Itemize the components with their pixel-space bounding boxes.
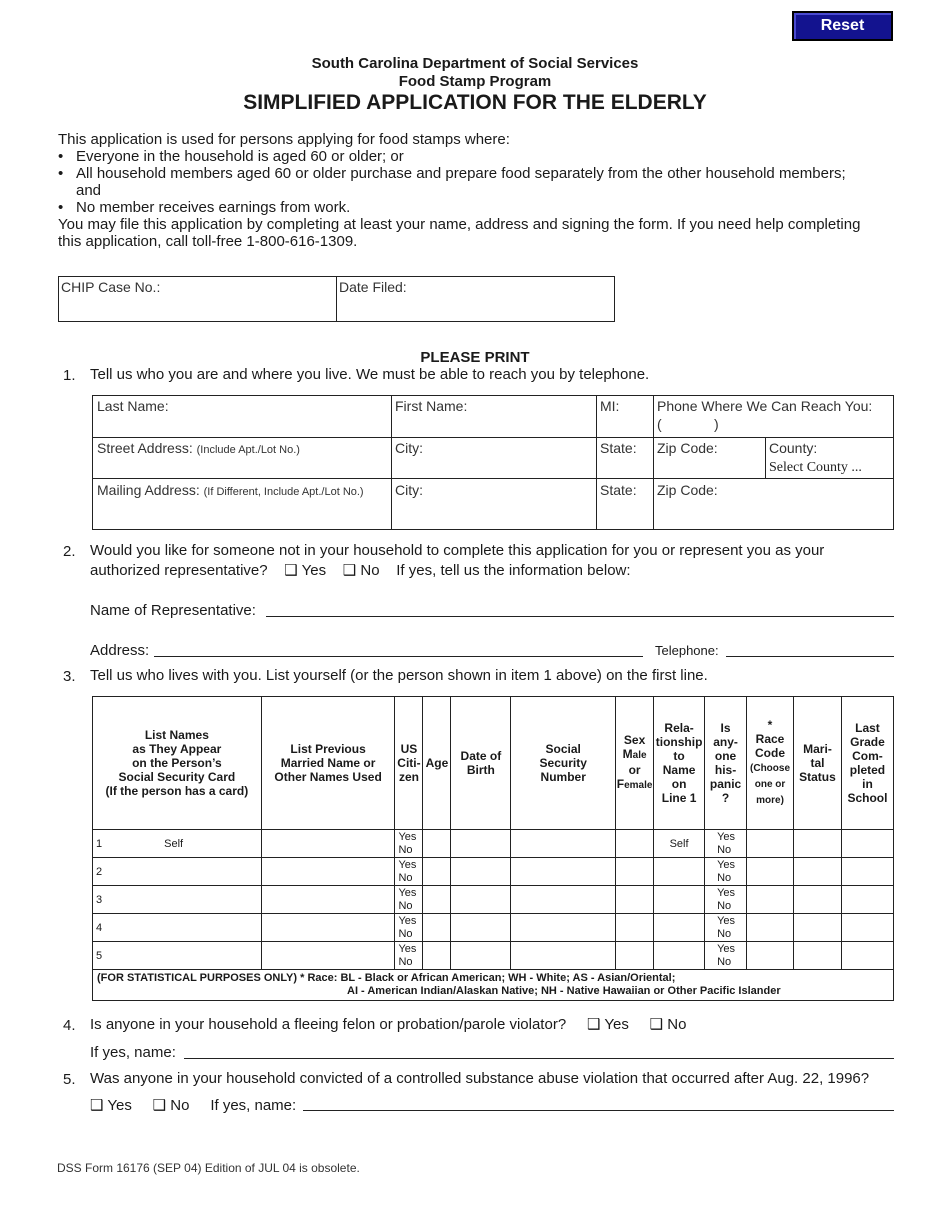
q5-number: 5. [63, 1071, 76, 1088]
first-name-label: First Name: [395, 398, 468, 414]
row-marital-cell[interactable] [794, 886, 842, 914]
col-relationship: Rela- tionship to Name on Line 1 [654, 697, 705, 830]
row-ssn-cell[interactable] [511, 942, 616, 970]
county-label: County: [769, 440, 818, 456]
row-citizen-cell[interactable]: Yes No [395, 914, 423, 942]
row-dob-cell[interactable] [451, 830, 511, 858]
q4-if-yes-label: If yes, name: [90, 1044, 176, 1061]
q5-text: Was anyone in your household convicted of a controlled substance abuse violation that occurred after Aug. 22, 1996? [90, 1070, 870, 1087]
row-race-cell[interactable] [747, 830, 794, 858]
row-name-cell[interactable]: 4 [93, 914, 262, 942]
state-label: State: [600, 440, 637, 456]
row-sex-cell[interactable] [616, 886, 654, 914]
q5-no-checkbox[interactable]: ❑ No [152, 1097, 190, 1114]
table-footnote: (FOR STATISTICAL PURPOSES ONLY) * Race: BL - Black or African American; WH - White; AS - Asian/Oriental; AI - American Indian/Alaskan Native; NH - Native Hawaiian or Other Pacific Islander [93, 970, 894, 1001]
reset-button[interactable]: Reset [792, 11, 893, 41]
table-row [93, 914, 894, 942]
row-rel-cell[interactable]: Self [654, 830, 705, 858]
zip-label-2: Zip Code: [657, 482, 718, 498]
form-title: SIMPLIFIED APPLICATION FOR THE ELDERLY [243, 91, 707, 114]
row-ssn-cell[interactable] [511, 914, 616, 942]
last-name-label: Last Name: [97, 398, 169, 414]
row-name-cell[interactable]: 1 Self [93, 830, 262, 858]
county-select[interactable]: Select County ... [769, 460, 862, 475]
phone-area-open: ( [657, 416, 662, 432]
program-name: Food Stamp Program [398, 73, 552, 90]
q4-text: Is anyone in your household a fleeing felon or probation/parole violator? ❑ Yes ❑ No [90, 1016, 687, 1033]
row-prev-cell[interactable] [261, 830, 395, 858]
col-names: List Names as They Appear on the Person’s Social Security Card (If the person has a card) [93, 697, 262, 830]
table-row [93, 886, 894, 914]
row-citizen-cell[interactable]: Yes No [395, 886, 423, 914]
date-filed-label: Date Filed: [339, 279, 407, 295]
row-dob-cell[interactable] [451, 886, 511, 914]
rep-address-input[interactable] [154, 656, 643, 657]
date-filed-input[interactable] [339, 296, 611, 320]
row-marital-cell[interactable] [794, 830, 842, 858]
col-citizen: US Citi- zen [395, 697, 423, 830]
q4-no-checkbox[interactable]: ❑ No [649, 1016, 687, 1033]
row-name-cell[interactable]: 3 [93, 886, 262, 914]
q4-name-input[interactable] [184, 1058, 894, 1059]
col-grade: Last Grade Com- pleted in School [841, 697, 893, 830]
q5-name-input[interactable] [303, 1110, 894, 1111]
phone-area-close: ) [714, 416, 719, 432]
intro-lead: This application is used for persons applying for food stamps where: [58, 131, 510, 148]
row-prev-cell[interactable] [261, 886, 395, 914]
row-sex-cell[interactable] [616, 830, 654, 858]
rep-address-label: Address: [90, 642, 150, 659]
rep-telephone-input[interactable] [726, 656, 894, 657]
row-grade-cell[interactable] [841, 942, 893, 970]
col-race: * Race Code (Choose one or more) [747, 697, 794, 830]
table-footnote-row [93, 970, 894, 1001]
col-previous-names: List Previous Married Name or Other Names Used [261, 697, 395, 830]
chip-case-label: CHIP Case No.: [61, 279, 161, 295]
row-prev-cell[interactable] [261, 858, 395, 886]
row-hispanic-cell[interactable]: Yes No [705, 942, 747, 970]
row-age-cell[interactable] [423, 830, 451, 858]
col-sex: Sex Male or Female [616, 697, 654, 830]
row-rel-cell[interactable] [654, 914, 705, 942]
row-citizen-cell[interactable]: Yes No [395, 942, 423, 970]
row-marital-cell[interactable] [794, 942, 842, 970]
agency-name: South Carolina Department of Social Services [311, 55, 639, 72]
row-ssn-cell[interactable] [511, 858, 616, 886]
col-age: Age [423, 697, 451, 830]
row-race-cell[interactable] [747, 858, 794, 886]
row-race-cell[interactable] [747, 886, 794, 914]
row-dob-cell[interactable] [451, 942, 511, 970]
row-race-cell[interactable] [747, 942, 794, 970]
mailing-label: Mailing Address: (If Different, Include Apt./Lot No.) [97, 482, 364, 498]
please-print: PLEASE PRINT [420, 349, 530, 366]
row-hispanic-cell[interactable]: Yes No [705, 886, 747, 914]
street-label: Street Address: (Include Apt./Lot No.) [97, 440, 300, 456]
row-grade-cell[interactable] [841, 914, 893, 942]
row-marital-cell[interactable] [794, 858, 842, 886]
intro-closing: this application, call toll-free 1-800-616-1309. [58, 233, 358, 250]
row-age-cell[interactable] [423, 914, 451, 942]
q1-text: Tell us who you are and where you live. We must be able to reach you by telephone. [90, 366, 650, 383]
table-row [93, 830, 894, 858]
rep-telephone-label: Telephone: [655, 643, 719, 658]
household-table [92, 696, 894, 1001]
row-race-cell[interactable] [747, 914, 794, 942]
row-sex-cell[interactable] [616, 858, 654, 886]
q5-yes-checkbox[interactable]: ❑ Yes [90, 1097, 132, 1114]
col-ssn: Social Security Number [511, 697, 616, 830]
intro-closing: You may file this application by completing at least your name, address and signing the form. If you need help completing [58, 216, 861, 233]
row-hispanic-cell[interactable]: Yes No [705, 914, 747, 942]
rep-name-label: Name of Representative: [90, 602, 256, 619]
row-grade-cell[interactable] [841, 886, 893, 914]
form-footer: DSS Form 16176 (SEP 04) Edition of JUL 04 is obsolete. [57, 1161, 360, 1175]
chip-case-input[interactable] [60, 296, 332, 320]
mi-label: MI: [600, 398, 620, 414]
row-rel-cell[interactable] [654, 886, 705, 914]
row-hispanic-cell[interactable]: Yes No [705, 858, 747, 886]
row-marital-cell[interactable] [794, 914, 842, 942]
rep-name-input[interactable] [266, 616, 894, 617]
row-name-cell[interactable]: 2 [93, 858, 262, 886]
q5-options: ❑ Yes ❑ No If yes, name: [90, 1097, 297, 1114]
q2-yes-checkbox[interactable]: ❑ Yes [284, 562, 327, 579]
state-label-2: State: [600, 482, 637, 498]
row-prev-cell[interactable] [261, 942, 395, 970]
row-prev-cell[interactable] [261, 914, 395, 942]
row-sex-cell[interactable] [616, 942, 654, 970]
row-citizen-cell[interactable]: Yes No [395, 858, 423, 886]
q2-text-2: authorized representative? ❑ Yes ❑ No If yes, tell us the information below: [90, 562, 631, 579]
city-label-2: City: [395, 482, 423, 498]
row-age-cell[interactable] [423, 858, 451, 886]
col-dob: Date of Birth [451, 697, 511, 830]
row-rel-cell[interactable] [654, 858, 705, 886]
q2-number: 2. [63, 543, 76, 560]
row-age-cell[interactable] [423, 886, 451, 914]
row-ssn-cell[interactable] [511, 830, 616, 858]
col-marital: Mari- tal Status [794, 697, 842, 830]
q1-number: 1. [63, 367, 76, 384]
q4-number: 4. [63, 1017, 76, 1034]
table-row [93, 858, 894, 886]
q2-no-checkbox[interactable]: ❑ No [342, 562, 380, 579]
row-name-cell[interactable]: 5 [93, 942, 262, 970]
q3-number: 3. [63, 668, 76, 685]
q2-text: Would you like for someone not in your household to complete this application for you or represent you as your [90, 542, 825, 559]
table-row [93, 942, 894, 970]
q4-yes-checkbox[interactable]: ❑ Yes [587, 1016, 629, 1033]
row-sex-cell[interactable] [616, 914, 654, 942]
col-hispanic: Is any- one his- panic ? [705, 697, 747, 830]
zip-label: Zip Code: [657, 440, 718, 456]
q3-text: Tell us who lives with you. List yourself (or the person shown in item 1 above) on the first line. [90, 667, 708, 684]
row-dob-cell[interactable] [451, 914, 511, 942]
city-label: City: [395, 440, 423, 456]
row-citizen-cell[interactable]: Yes No [395, 830, 423, 858]
phone-label: Phone Where We Can Reach You: [657, 398, 873, 414]
row-hispanic-cell[interactable]: Yes No [705, 830, 747, 858]
row-ssn-cell[interactable] [511, 886, 616, 914]
table-header-row [93, 697, 894, 830]
row-grade-cell[interactable] [841, 830, 893, 858]
row-rel-cell[interactable] [654, 942, 705, 970]
row-grade-cell[interactable] [841, 858, 893, 886]
row-dob-cell[interactable] [451, 858, 511, 886]
row-age-cell[interactable] [423, 942, 451, 970]
